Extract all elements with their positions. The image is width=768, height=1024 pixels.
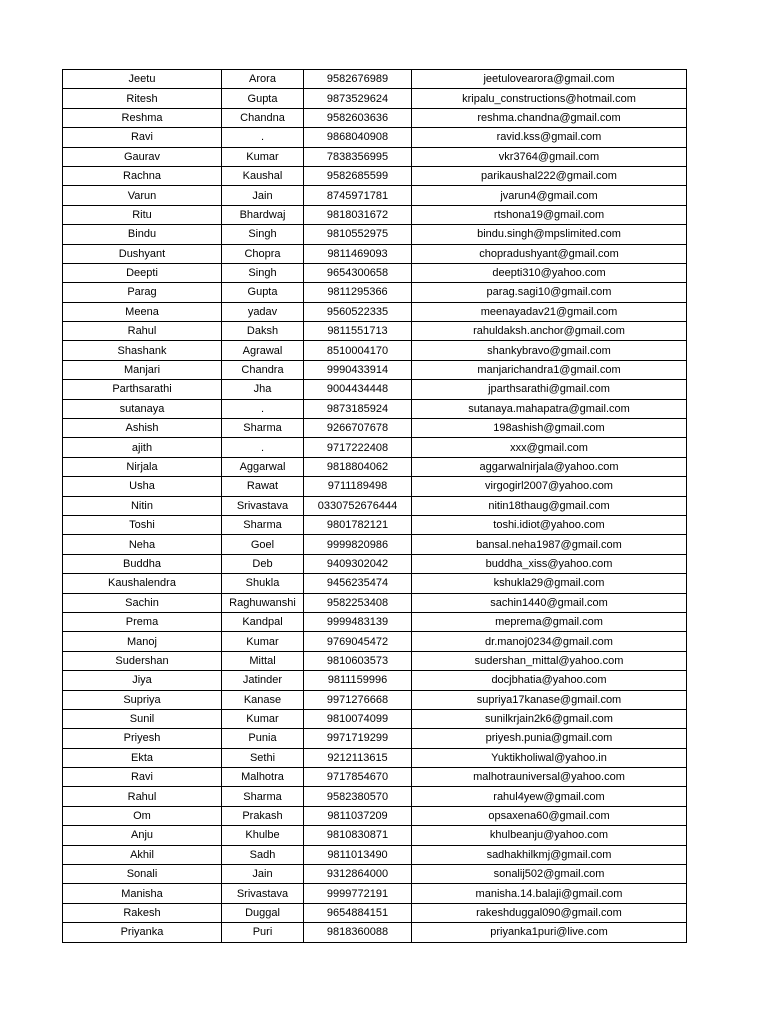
email-cell: priyesh.punia@gmail.com [412,729,687,748]
last-name-cell: Raghuwanshi [222,593,304,612]
first-name-cell: Sudershan [63,651,222,670]
first-name-cell: Sonali [63,865,222,884]
email-cell: reshma.chandna@gmail.com [412,108,687,127]
email-cell: opsaxena60@gmail.com [412,806,687,825]
email-cell: rahul4yew@gmail.com [412,787,687,806]
email-cell: sunilkrjain2k6@gmail.com [412,709,687,728]
phone-cell: 9999483139 [304,612,412,631]
last-name-cell: Singh [222,225,304,244]
table-row [63,884,687,903]
table-row [63,360,687,379]
email-cell: virgogirl2007@yahoo.com [412,477,687,496]
first-name-cell: Rahul [63,322,222,341]
email-cell: vkr3764@gmail.com [412,147,687,166]
last-name-cell: Goel [222,535,304,554]
phone-cell: 9811551713 [304,322,412,341]
table-row [63,826,687,845]
table-row [63,923,687,942]
phone-cell: 9811037209 [304,806,412,825]
phone-cell: 0330752676444 [304,496,412,515]
email-cell: 198ashish@gmail.com [412,419,687,438]
table-row [63,128,687,147]
phone-cell: 9999820986 [304,535,412,554]
phone-cell: 9811469093 [304,244,412,263]
last-name-cell: Jatinder [222,671,304,690]
last-name-cell: Kanase [222,690,304,709]
first-name-cell: Sachin [63,593,222,612]
first-name-cell: Priyanka [63,923,222,942]
phone-cell: 9990433914 [304,360,412,379]
first-name-cell: ajith [63,438,222,457]
table-row [63,593,687,612]
phone-cell: 9873185924 [304,399,412,418]
phone-cell: 9810074099 [304,709,412,728]
email-cell: parag.sagi10@gmail.com [412,283,687,302]
table-row [63,322,687,341]
phone-cell: 9873529624 [304,89,412,108]
first-name-cell: Akhil [63,845,222,864]
last-name-cell: Gupta [222,89,304,108]
table-row [63,671,687,690]
table-row [63,748,687,767]
last-name-cell: Duggal [222,903,304,922]
table-row [63,612,687,631]
first-name-cell: Gaurav [63,147,222,166]
last-name-cell: Sadh [222,845,304,864]
table-row [63,147,687,166]
last-name-cell: yadav [222,302,304,321]
first-name-cell: Nitin [63,496,222,515]
table-row [63,903,687,922]
phone-cell: 9868040908 [304,128,412,147]
first-name-cell: Reshma [63,108,222,127]
phone-cell: 9971276668 [304,690,412,709]
table-row [63,574,687,593]
table-row [63,70,687,89]
table-row [63,554,687,573]
last-name-cell: Kandpal [222,612,304,631]
first-name-cell: Rachna [63,166,222,185]
first-name-cell: Ekta [63,748,222,767]
table-row [63,341,687,360]
table-row [63,845,687,864]
email-cell: xxx@gmail.com [412,438,687,457]
phone-cell: 9801782121 [304,515,412,534]
first-name-cell: Rahul [63,787,222,806]
email-cell: kshukla29@gmail.com [412,574,687,593]
phone-cell: 9717222408 [304,438,412,457]
table-row [63,496,687,515]
phone-cell: 8510004170 [304,341,412,360]
email-cell: bindu.singh@mpslimited.com [412,225,687,244]
contact-table-body [63,70,687,943]
first-name-cell: Anju [63,826,222,845]
last-name-cell: Srivastava [222,496,304,515]
first-name-cell: Varun [63,186,222,205]
last-name-cell: Shukla [222,574,304,593]
last-name-cell: Malhotra [222,768,304,787]
last-name-cell: Chandra [222,360,304,379]
table-row [63,263,687,282]
last-name-cell: Aggarwal [222,457,304,476]
first-name-cell: sutanaya [63,399,222,418]
table-row [63,651,687,670]
phone-cell: 9004434448 [304,380,412,399]
table-row [63,515,687,534]
last-name-cell: Daksh [222,322,304,341]
email-cell: jeetulovearora@gmail.com [412,70,687,89]
first-name-cell: Ravi [63,768,222,787]
email-cell: toshi.idiot@yahoo.com [412,515,687,534]
first-name-cell: Manisha [63,884,222,903]
table-row [63,438,687,457]
phone-cell: 9810552975 [304,225,412,244]
phone-cell: 9654884151 [304,903,412,922]
table-row [63,457,687,476]
last-name-cell: Deb [222,554,304,573]
table-row [63,89,687,108]
first-name-cell: Prema [63,612,222,631]
phone-cell: 9818031672 [304,205,412,224]
email-cell: sonalij502@gmail.com [412,865,687,884]
email-cell: aggarwalnirjala@yahoo.com [412,457,687,476]
table-row [63,477,687,496]
first-name-cell: Toshi [63,515,222,534]
phone-cell: 9560522335 [304,302,412,321]
email-cell: khulbeanju@yahoo.com [412,826,687,845]
email-cell: parikaushal222@gmail.com [412,166,687,185]
email-cell: kripalu_constructions@hotmail.com [412,89,687,108]
last-name-cell: Mittal [222,651,304,670]
email-cell: malhotrauniversal@yahoo.com [412,768,687,787]
phone-cell: 9717854670 [304,768,412,787]
email-cell: sadhakhilkmj@gmail.com [412,845,687,864]
phone-cell: 9456235474 [304,574,412,593]
table-row [63,302,687,321]
phone-cell: 9971719299 [304,729,412,748]
phone-cell: 9769045472 [304,632,412,651]
phone-cell: 9810603573 [304,651,412,670]
last-name-cell: Bhardwaj [222,205,304,224]
email-cell: rakeshduggal090@gmail.com [412,903,687,922]
table-row [63,186,687,205]
email-cell: meenayadav21@gmail.com [412,302,687,321]
last-name-cell: Jain [222,865,304,884]
table-row [63,865,687,884]
last-name-cell: Singh [222,263,304,282]
last-name-cell: Kumar [222,632,304,651]
last-name-cell: . [222,128,304,147]
last-name-cell: Sharma [222,419,304,438]
first-name-cell: Priyesh [63,729,222,748]
phone-cell: 9582685599 [304,166,412,185]
first-name-cell: Bindu [63,225,222,244]
email-cell: manisha.14.balaji@gmail.com [412,884,687,903]
email-cell: chopradushyant@gmail.com [412,244,687,263]
last-name-cell: . [222,438,304,457]
email-cell: deepti310@yahoo.com [412,263,687,282]
phone-cell: 9818804062 [304,457,412,476]
first-name-cell: Rakesh [63,903,222,922]
email-cell: sutanaya.mahapatra@gmail.com [412,399,687,418]
phone-cell: 9582253408 [304,593,412,612]
last-name-cell: Rawat [222,477,304,496]
last-name-cell: Punia [222,729,304,748]
first-name-cell: Nirjala [63,457,222,476]
email-cell: dr.manoj0234@gmail.com [412,632,687,651]
email-cell: docjbhatia@yahoo.com [412,671,687,690]
last-name-cell: Kumar [222,709,304,728]
table-row [63,709,687,728]
first-name-cell: Supriya [63,690,222,709]
table-row [63,283,687,302]
email-cell: Yuktikholiwal@yahoo.in [412,748,687,767]
phone-cell: 9582603636 [304,108,412,127]
email-cell: supriya17kanase@gmail.com [412,690,687,709]
table-row [63,225,687,244]
last-name-cell: Jha [222,380,304,399]
first-name-cell: Sunil [63,709,222,728]
first-name-cell: Ravi [63,128,222,147]
first-name-cell: Shashank [63,341,222,360]
first-name-cell: Kaushalendra [63,574,222,593]
phone-cell: 9810830871 [304,826,412,845]
first-name-cell: Deepti [63,263,222,282]
first-name-cell: Parag [63,283,222,302]
table-row [63,535,687,554]
table-row [63,108,687,127]
last-name-cell: Sharma [222,515,304,534]
contact-table [62,69,687,943]
phone-cell: 8745971781 [304,186,412,205]
phone-cell: 9409302042 [304,554,412,573]
first-name-cell: Parthsarathi [63,380,222,399]
phone-cell: 9811013490 [304,845,412,864]
phone-cell: 7838356995 [304,147,412,166]
last-name-cell: Kaushal [222,166,304,185]
table-row [63,632,687,651]
email-cell: meprema@gmail.com [412,612,687,631]
first-name-cell: Manoj [63,632,222,651]
email-cell: sachin1440@gmail.com [412,593,687,612]
last-name-cell: . [222,399,304,418]
email-cell: manjarichandra1@gmail.com [412,360,687,379]
table-row [63,768,687,787]
last-name-cell: Kumar [222,147,304,166]
phone-cell: 9212113615 [304,748,412,767]
table-row [63,419,687,438]
table-row [63,166,687,185]
last-name-cell: Chopra [222,244,304,263]
email-cell: bansal.neha1987@gmail.com [412,535,687,554]
first-name-cell: Ashish [63,419,222,438]
email-cell: rahuldaksh.anchor@gmail.com [412,322,687,341]
table-row [63,380,687,399]
phone-cell: 9999772191 [304,884,412,903]
email-cell: buddha_xiss@yahoo.com [412,554,687,573]
email-cell: jvarun4@gmail.com [412,186,687,205]
first-name-cell: Meena [63,302,222,321]
phone-cell: 9266707678 [304,419,412,438]
first-name-cell: Manjari [63,360,222,379]
first-name-cell: Buddha [63,554,222,573]
phone-cell: 9312864000 [304,865,412,884]
last-name-cell: Jain [222,186,304,205]
table-row [63,244,687,263]
table-row [63,806,687,825]
email-cell: sudershan_mittal@yahoo.com [412,651,687,670]
phone-cell: 9582380570 [304,787,412,806]
table-row [63,399,687,418]
first-name-cell: Om [63,806,222,825]
table-row [63,787,687,806]
email-cell: shankybravo@gmail.com [412,341,687,360]
phone-cell: 9811295366 [304,283,412,302]
first-name-cell: Ritesh [63,89,222,108]
phone-cell: 9811159996 [304,671,412,690]
last-name-cell: Agrawal [222,341,304,360]
email-cell: jparthsarathi@gmail.com [412,380,687,399]
last-name-cell: Prakash [222,806,304,825]
first-name-cell: Neha [63,535,222,554]
last-name-cell: Arora [222,70,304,89]
email-cell: nitin18thaug@gmail.com [412,496,687,515]
first-name-cell: Jeetu [63,70,222,89]
first-name-cell: Jiya [63,671,222,690]
email-cell: ravid.kss@gmail.com [412,128,687,147]
email-cell: priyanka1puri@live.com [412,923,687,942]
last-name-cell: Gupta [222,283,304,302]
phone-cell: 9582676989 [304,70,412,89]
table-row [63,205,687,224]
phone-cell: 9711189498 [304,477,412,496]
table-row [63,729,687,748]
email-cell: rtshona19@gmail.com [412,205,687,224]
first-name-cell: Ritu [63,205,222,224]
last-name-cell: Khulbe [222,826,304,845]
last-name-cell: Puri [222,923,304,942]
last-name-cell: Chandna [222,108,304,127]
first-name-cell: Dushyant [63,244,222,263]
first-name-cell: Usha [63,477,222,496]
phone-cell: 9654300658 [304,263,412,282]
last-name-cell: Sharma [222,787,304,806]
last-name-cell: Srivastava [222,884,304,903]
phone-cell: 9818360088 [304,923,412,942]
last-name-cell: Sethi [222,748,304,767]
table-row [63,690,687,709]
